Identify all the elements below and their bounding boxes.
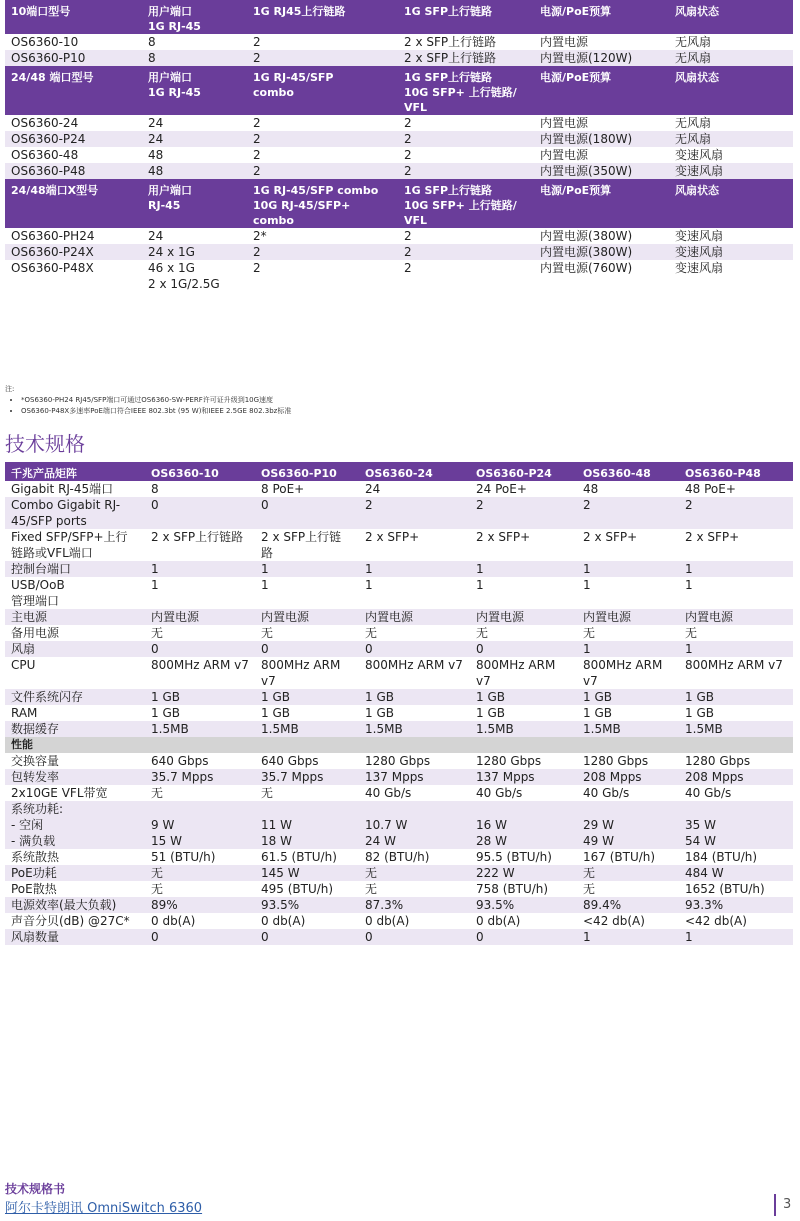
table-cell: 1 GB xyxy=(679,705,793,721)
table-cell: 800MHz ARM v7 xyxy=(470,657,577,689)
table-row xyxy=(5,657,793,689)
table-cell: OS6360-P24 xyxy=(5,131,142,147)
note-item: • OS6360-P48X多速率PoE端口符合IEEE 802.3bt (95 W)和IEEE 2.5GE 802.3bz标准 xyxy=(21,406,291,417)
table-cell: 无 xyxy=(145,865,255,881)
table-cell: 1 GB xyxy=(255,705,359,721)
table-cell: 无 xyxy=(255,785,359,801)
table-cell: 无风扇 xyxy=(669,50,793,66)
group-header-row xyxy=(5,0,793,34)
table-cell: 222 W xyxy=(470,865,577,881)
table-row xyxy=(5,481,793,497)
header-cell: 1G RJ-45/SFP combo 10G RJ-45/SFP+ combo xyxy=(247,179,398,228)
table-cell: 1.5MB xyxy=(470,721,577,737)
table-row xyxy=(5,163,793,179)
table-cell: 2 x SFP+ xyxy=(470,529,577,561)
table-cell: 无风扇 xyxy=(669,34,793,50)
table-row xyxy=(5,913,793,929)
header-cell: OS6360-P10 xyxy=(255,462,359,481)
header-cell: OS6360-24 xyxy=(359,462,470,481)
table-cell: 1 GB xyxy=(359,689,470,705)
header-cell: 用户端口 RJ-45 xyxy=(142,179,247,228)
table-cell: 1 xyxy=(359,561,470,577)
table-cell: 1 xyxy=(470,561,577,577)
table-cell: 2 xyxy=(247,147,398,163)
group-header-row xyxy=(5,66,793,115)
table-cell: 无 xyxy=(577,865,679,881)
table-cell: 1280 Gbps xyxy=(359,753,470,769)
table-cell: 87.3% xyxy=(359,897,470,913)
page-divider xyxy=(774,1194,776,1216)
table-cell: 2 x SFP上行链路 xyxy=(398,50,534,66)
table-cell: 1 xyxy=(359,577,470,609)
table-cell: 8 PoE+ xyxy=(255,481,359,497)
table-cell: OS6360-P48X xyxy=(5,260,142,292)
table-row xyxy=(5,881,793,897)
footer-product-link[interactable]: 阿尔卡特朗讯 OmniSwitch 6360 xyxy=(5,1201,203,1216)
table-cell: 1.5MB xyxy=(359,721,470,737)
table-cell: 0 xyxy=(470,929,577,945)
table-cell: 内置电源 xyxy=(470,609,577,625)
table-row xyxy=(5,769,793,785)
table-cell: 风扇数量 xyxy=(5,929,145,945)
table-cell: 208 Mpps xyxy=(577,769,679,785)
table-cell: 2 xyxy=(247,131,398,147)
header-cell: 电源/PoE预算 xyxy=(534,0,669,34)
table-cell: <42 db(A) xyxy=(577,913,679,929)
table-cell: 208 Mpps xyxy=(679,769,793,785)
header-cell: OS6360-48 xyxy=(577,462,679,481)
table-cell: 1 xyxy=(255,561,359,577)
table-cell: 无 xyxy=(359,625,470,641)
table-cell: 2 xyxy=(247,50,398,66)
header-cell: 千兆产品矩阵 xyxy=(5,462,145,481)
table-cell: 无风扇 xyxy=(669,115,793,131)
table-cell: 1.5MB xyxy=(255,721,359,737)
table-cell: 无 xyxy=(679,625,793,641)
table-cell: 无 xyxy=(255,625,359,641)
table-cell: 2 xyxy=(247,260,398,292)
table-cell: 无 xyxy=(577,881,679,897)
table-cell: 1 GB xyxy=(577,705,679,721)
table-cell: 无 xyxy=(359,865,470,881)
table-cell: 2 x SFP上行链路 xyxy=(145,529,255,561)
header-cell: 用户端口 1G RJ-45 xyxy=(142,66,247,115)
table-cell: 1 GB xyxy=(255,689,359,705)
table-cell: 93.5% xyxy=(470,897,577,913)
table-cell: 40 Gb/s xyxy=(359,785,470,801)
table-row xyxy=(5,849,793,865)
table-cell: 2 x SFP上行链路 xyxy=(255,529,359,561)
table-cell: 46 x 1G 2 x 1G/2.5G xyxy=(142,260,247,292)
table-cell: 1280 Gbps xyxy=(470,753,577,769)
table-cell: 2 xyxy=(398,260,534,292)
table-cell: 变速风扇 xyxy=(669,260,793,292)
header-cell: 风扇状态 xyxy=(669,179,793,228)
table-cell: 16 W 28 W xyxy=(470,801,577,849)
table-cell: 0 db(A) xyxy=(470,913,577,929)
table-row xyxy=(5,497,793,529)
table-cell: 40 Gb/s xyxy=(470,785,577,801)
table-cell: 95.5 (BTU/h) xyxy=(470,849,577,865)
table-cell: 1.5MB xyxy=(679,721,793,737)
table-cell: 1 GB xyxy=(470,705,577,721)
table-cell: 1 GB xyxy=(145,705,255,721)
table-cell: 2 xyxy=(247,34,398,50)
table-cell: 48 PoE+ xyxy=(679,481,793,497)
table-cell: 1 xyxy=(145,577,255,609)
table-row xyxy=(5,721,793,737)
table-cell: 无 xyxy=(577,625,679,641)
table-cell: 24 PoE+ xyxy=(470,481,577,497)
table-cell: 0 db(A) xyxy=(359,913,470,929)
table-row xyxy=(5,228,793,244)
table-cell: 8 xyxy=(142,34,247,50)
table-cell: 电源效率(最大负载) xyxy=(5,897,145,913)
table-cell: 包转发率 xyxy=(5,769,145,785)
table-cell: 1 GB xyxy=(577,689,679,705)
spec-header-row xyxy=(5,462,793,481)
table-cell: 89.4% xyxy=(577,897,679,913)
table-row xyxy=(5,260,793,292)
table-cell: 800MHz ARM v7 xyxy=(359,657,470,689)
table-cell: 40 Gb/s xyxy=(577,785,679,801)
table-cell: 2 xyxy=(577,497,679,529)
table-cell: 800MHz ARM v7 xyxy=(255,657,359,689)
table-cell: 2 xyxy=(398,244,534,260)
header-cell: 1G RJ-45/SFP combo xyxy=(247,66,398,115)
table-cell: 800MHz ARM v7 xyxy=(679,657,793,689)
table-cell: OS6360-P24X xyxy=(5,244,142,260)
table-cell: 1 xyxy=(577,561,679,577)
table-cell: 184 (BTU/h) xyxy=(679,849,793,865)
table-cell: 61.5 (BTU/h) xyxy=(255,849,359,865)
page-number: 3 xyxy=(783,1197,792,1212)
table-cell: 2 x SFP+ xyxy=(359,529,470,561)
table-cell: 89% xyxy=(145,897,255,913)
table-cell: 1 GB xyxy=(359,705,470,721)
table-cell: 35 W 54 W xyxy=(679,801,793,849)
table-cell: 0 db(A) xyxy=(255,913,359,929)
section-row xyxy=(5,737,793,753)
table-cell: PoE功耗 xyxy=(5,865,145,881)
table-cell: 控制台端口 xyxy=(5,561,145,577)
table-cell: 35.7 Mpps xyxy=(255,769,359,785)
table-cell: 系统功耗: - 空闲 - 满负载 xyxy=(5,801,145,849)
table-cell: 0 xyxy=(145,929,255,945)
header-cell: 24/48 端口型号 xyxy=(5,66,142,115)
table-cell: 10.7 W 24 W xyxy=(359,801,470,849)
table-cell: 1 xyxy=(577,929,679,945)
section-title: 技术规格 xyxy=(5,432,85,456)
table-cell: 数据缓存 xyxy=(5,721,145,737)
table-cell: 主电源 xyxy=(5,609,145,625)
header-cell: 风扇状态 xyxy=(669,0,793,34)
table-row xyxy=(5,753,793,769)
table-cell: 82 (BTU/h) xyxy=(359,849,470,865)
table-cell: 29 W 49 W xyxy=(577,801,679,849)
table-cell: OS6360-10 xyxy=(5,34,142,50)
table-cell: 风扇 xyxy=(5,641,145,657)
table-cell: 11 W 18 W xyxy=(255,801,359,849)
table-cell: 变速风扇 xyxy=(669,228,793,244)
table-cell: 2 x SFP+ xyxy=(577,529,679,561)
table-cell: 1 xyxy=(145,561,255,577)
table-cell: 1 GB xyxy=(470,689,577,705)
table-cell: 0 xyxy=(359,929,470,945)
table-cell: 9 W 15 W xyxy=(145,801,255,849)
table-cell: 2 xyxy=(398,163,534,179)
port-model-table xyxy=(5,0,793,292)
table-cell: 2 xyxy=(247,244,398,260)
table-cell: 24 xyxy=(142,228,247,244)
table-cell: 2 xyxy=(398,115,534,131)
table-cell: 2 x SFP+ xyxy=(679,529,793,561)
section-label: 性能 xyxy=(5,737,793,753)
table-cell: OS6360-PH24 xyxy=(5,228,142,244)
table-cell: PoE散热 xyxy=(5,881,145,897)
table-cell: 1 GB xyxy=(145,689,255,705)
table-cell: 24 x 1G xyxy=(142,244,247,260)
table-cell: 无风扇 xyxy=(669,131,793,147)
table-cell: 24 xyxy=(142,131,247,147)
table-cell: 系统散热 xyxy=(5,849,145,865)
table-cell: 8 xyxy=(142,50,247,66)
table-cell: 无 xyxy=(145,625,255,641)
table-cell: CPU xyxy=(5,657,145,689)
table-cell: 40 Gb/s xyxy=(679,785,793,801)
table-cell: 2* xyxy=(247,228,398,244)
header-cell: 1G SFP上行链路 xyxy=(398,0,534,34)
table-cell: 无 xyxy=(359,881,470,897)
header-cell: 风扇状态 xyxy=(669,66,793,115)
table-cell: 文件系统闪存 xyxy=(5,689,145,705)
table-cell: 0 xyxy=(255,641,359,657)
table-cell: 1.5MB xyxy=(577,721,679,737)
header-cell: 1G SFP上行链路 10G SFP+ 上行链路/ VFL xyxy=(398,179,534,228)
header-cell: 1G SFP上行链路 10G SFP+ 上行链路/ VFL xyxy=(398,66,534,115)
table-row xyxy=(5,50,793,66)
table-cell: 内置电源(760W) xyxy=(534,260,669,292)
table-cell: 35.7 Mpps xyxy=(145,769,255,785)
header-cell: 用户端口 1G RJ-45 xyxy=(142,0,247,34)
table-cell: 145 W xyxy=(255,865,359,881)
notes-label: 注: xyxy=(5,385,15,393)
table-cell: 24 xyxy=(359,481,470,497)
table-cell: 2 xyxy=(359,497,470,529)
table-cell: 24 xyxy=(142,115,247,131)
table-cell: 0 xyxy=(359,641,470,657)
table-cell: RAM xyxy=(5,705,145,721)
table-cell: 2 xyxy=(398,147,534,163)
table-cell: 137 Mpps xyxy=(359,769,470,785)
table-cell: 800MHz ARM v7 xyxy=(145,657,255,689)
table-row xyxy=(5,131,793,147)
table-cell: 声音分贝(dB) @27C* xyxy=(5,913,145,929)
table-cell: 交换容量 xyxy=(5,753,145,769)
table-cell: 1 xyxy=(679,561,793,577)
table-cell: USB/OoB 管理端口 xyxy=(5,577,145,609)
table-cell: 1 xyxy=(679,929,793,945)
table-cell: OS6360-48 xyxy=(5,147,142,163)
table-cell: 640 Gbps xyxy=(255,753,359,769)
table-row xyxy=(5,609,793,625)
table-cell: 2 xyxy=(398,228,534,244)
table-cell: 无 xyxy=(145,785,255,801)
table-row xyxy=(5,641,793,657)
table-row xyxy=(5,529,793,561)
group-header-row xyxy=(5,179,793,228)
table-cell: 内置电源 xyxy=(577,609,679,625)
table-cell: 758 (BTU/h) xyxy=(470,881,577,897)
header-cell: OS6360-10 xyxy=(145,462,255,481)
table-cell: 93.3% xyxy=(679,897,793,913)
header-cell: 24/48端口X型号 xyxy=(5,179,142,228)
table-cell: 93.5% xyxy=(255,897,359,913)
table-cell: 2 xyxy=(470,497,577,529)
table-cell: 1 GB xyxy=(679,689,793,705)
table-cell: 无 xyxy=(470,625,577,641)
table-cell: 1 xyxy=(577,577,679,609)
table-cell: 1652 (BTU/h) xyxy=(679,881,793,897)
table-cell: 0 xyxy=(255,497,359,529)
table-cell: 无 xyxy=(145,881,255,897)
table-cell: 1 xyxy=(255,577,359,609)
table-cell: Fixed SFP/SFP+上行链路或VFL端口 xyxy=(5,529,145,561)
table-cell: 2 x SFP上行链路 xyxy=(398,34,534,50)
table-row xyxy=(5,689,793,705)
table-cell: 0 db(A) xyxy=(145,913,255,929)
table-cell: 0 xyxy=(145,497,255,529)
table-cell: 0 xyxy=(145,641,255,657)
table-cell: 8 xyxy=(145,481,255,497)
table-row xyxy=(5,801,793,849)
table-row xyxy=(5,897,793,913)
table-cell: 2 xyxy=(247,163,398,179)
table-row xyxy=(5,244,793,260)
table-cell: 1 xyxy=(679,641,793,657)
table-cell: 内置电源 xyxy=(679,609,793,625)
table-row xyxy=(5,785,793,801)
header-cell: 1G RJ45上行链路 xyxy=(247,0,398,34)
header-cell: 10端口型号 xyxy=(5,0,142,34)
table-cell: 1 xyxy=(577,641,679,657)
table-row xyxy=(5,34,793,50)
table-cell: 48 xyxy=(577,481,679,497)
table-cell: 167 (BTU/h) xyxy=(577,849,679,865)
table-cell: 48 xyxy=(142,163,247,179)
table-cell: 内置电源 xyxy=(255,609,359,625)
table-cell: Gigabit RJ-45端口 xyxy=(5,481,145,497)
table-cell: 0 xyxy=(470,641,577,657)
table-cell: 800MHz ARM v7 xyxy=(577,657,679,689)
table-cell: 2 xyxy=(398,131,534,147)
table-row xyxy=(5,147,793,163)
table-cell: 51 (BTU/h) xyxy=(145,849,255,865)
table-cell: <42 db(A) xyxy=(679,913,793,929)
table-cell: OS6360-P48 xyxy=(5,163,142,179)
header-cell: 电源/PoE预算 xyxy=(534,179,669,228)
note-item: • *OS6360-PH24 RJ45/SFP端口可通过OS6360-SW-PERF许可证升级到10G速度 xyxy=(21,395,291,406)
header-cell: OS6360-P48 xyxy=(679,462,793,481)
table-cell: 变速风扇 xyxy=(669,147,793,163)
table-cell: 备用电源 xyxy=(5,625,145,641)
table-cell: 495 (BTU/h) xyxy=(255,881,359,897)
table-cell: 内置电源 xyxy=(534,115,669,131)
table-cell: 内置电源(350W) xyxy=(534,163,669,179)
table-cell: 2 xyxy=(247,115,398,131)
table-cell: 1 xyxy=(679,577,793,609)
table-cell: 1 xyxy=(470,577,577,609)
footer-title: 技术规格书 xyxy=(5,1182,66,1196)
table-cell: 1.5MB xyxy=(145,721,255,737)
table-cell: 内置电源 xyxy=(534,147,669,163)
table-cell: 内置电源(380W) xyxy=(534,228,669,244)
table-cell: OS6360-P10 xyxy=(5,50,142,66)
table-row xyxy=(5,625,793,641)
table-cell: OS6360-24 xyxy=(5,115,142,131)
header-cell: OS6360-P24 xyxy=(470,462,577,481)
table-cell: 内置电源 xyxy=(145,609,255,625)
table-cell: 内置电源 xyxy=(359,609,470,625)
table-cell: 内置电源(120W) xyxy=(534,50,669,66)
table-cell: 变速风扇 xyxy=(669,163,793,179)
table-row xyxy=(5,929,793,945)
spec-table xyxy=(5,462,793,945)
table-cell: 137 Mpps xyxy=(470,769,577,785)
table-cell: 2x10GE VFL带宽 xyxy=(5,785,145,801)
table-row xyxy=(5,705,793,721)
notes xyxy=(5,384,291,417)
table-row xyxy=(5,577,793,609)
table-cell: 变速风扇 xyxy=(669,244,793,260)
table-cell: 1280 Gbps xyxy=(679,753,793,769)
table-cell: 内置电源 xyxy=(534,34,669,50)
table-row xyxy=(5,115,793,131)
table-cell: 484 W xyxy=(679,865,793,881)
table-row xyxy=(5,865,793,881)
table-cell: 内置电源(180W) xyxy=(534,131,669,147)
header-cell: 电源/PoE预算 xyxy=(534,66,669,115)
table-cell: 640 Gbps xyxy=(145,753,255,769)
table-cell: 内置电源(380W) xyxy=(534,244,669,260)
table-cell: 2 xyxy=(679,497,793,529)
table-cell: 48 xyxy=(142,147,247,163)
table-cell: 1280 Gbps xyxy=(577,753,679,769)
table-row xyxy=(5,561,793,577)
table-cell: 0 xyxy=(255,929,359,945)
table-cell: Combo Gigabit RJ-45/SFP ports xyxy=(5,497,145,529)
